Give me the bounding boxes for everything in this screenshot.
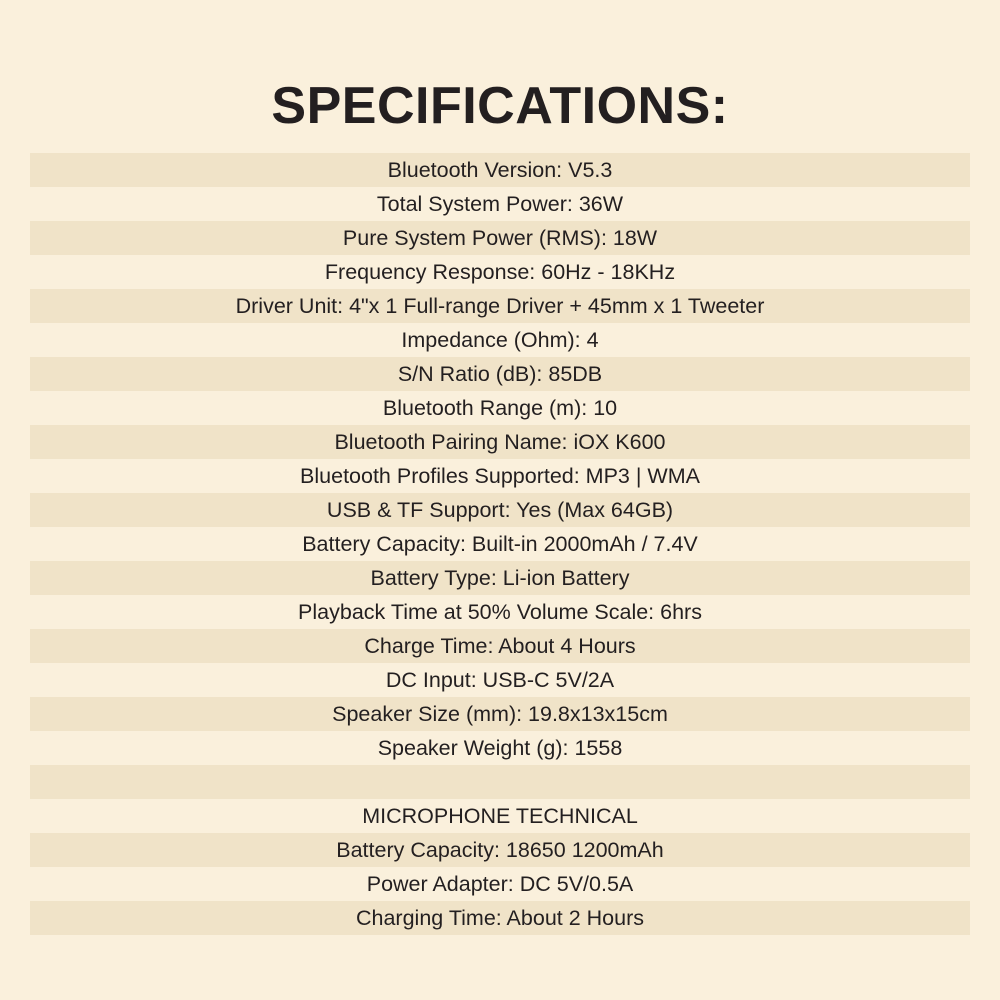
spec-row: MICROPHONE TECHNICAL [362, 804, 638, 829]
spec-row: Battery Capacity: Built-in 2000mAh / 7.4V [302, 532, 698, 557]
spec-row: Bluetooth Range (m): 10 [382, 396, 618, 421]
spec-row: Battery Capacity: 18650 1200mAh [30, 833, 970, 867]
spec-row: DC Input: USB-C 5V/2A [385, 668, 615, 693]
spec-row: Total System Power: 36W [376, 192, 624, 217]
spec-row [30, 765, 970, 799]
spec-row: USB & TF Support: Yes (Max 64GB) [30, 493, 970, 527]
spec-row: Charging Time: About 2 Hours [30, 901, 970, 935]
spec-row: Bluetooth Pairing Name: iOX K600 [30, 425, 970, 459]
spec-row: Pure System Power (RMS): 18W [30, 221, 970, 255]
spec-row: Impedance (Ohm): 4 [401, 328, 599, 353]
spec-row: Speaker Size (mm): 19.8x13x15cm [30, 697, 970, 731]
spec-row: Driver Unit: 4"x 1 Full-range Driver + 45mm x 1 Tweeter [30, 289, 970, 323]
spec-row: Playback Time at 50% Volume Scale: 6hrs [298, 600, 702, 625]
specifications-list [30, 153, 970, 935]
spec-row: Battery Type: Li-ion Battery [30, 561, 970, 595]
spec-row: Bluetooth Profiles Supported: MP3 | WMA [300, 464, 700, 489]
spec-row: Bluetooth Version: V5.3 [30, 153, 970, 187]
page-title: SPECIFICATIONS: [271, 77, 729, 135]
spec-row: Speaker Weight (g): 1558 [377, 736, 623, 761]
spec-row: Power Adapter: DC 5V/0.5A [366, 872, 634, 897]
spec-row: S/N Ratio (dB): 85DB [30, 357, 970, 391]
spec-row: Frequency Response: 60Hz - 18KHz [324, 260, 676, 285]
spec-row: Charge Time: About 4 Hours [30, 629, 970, 663]
